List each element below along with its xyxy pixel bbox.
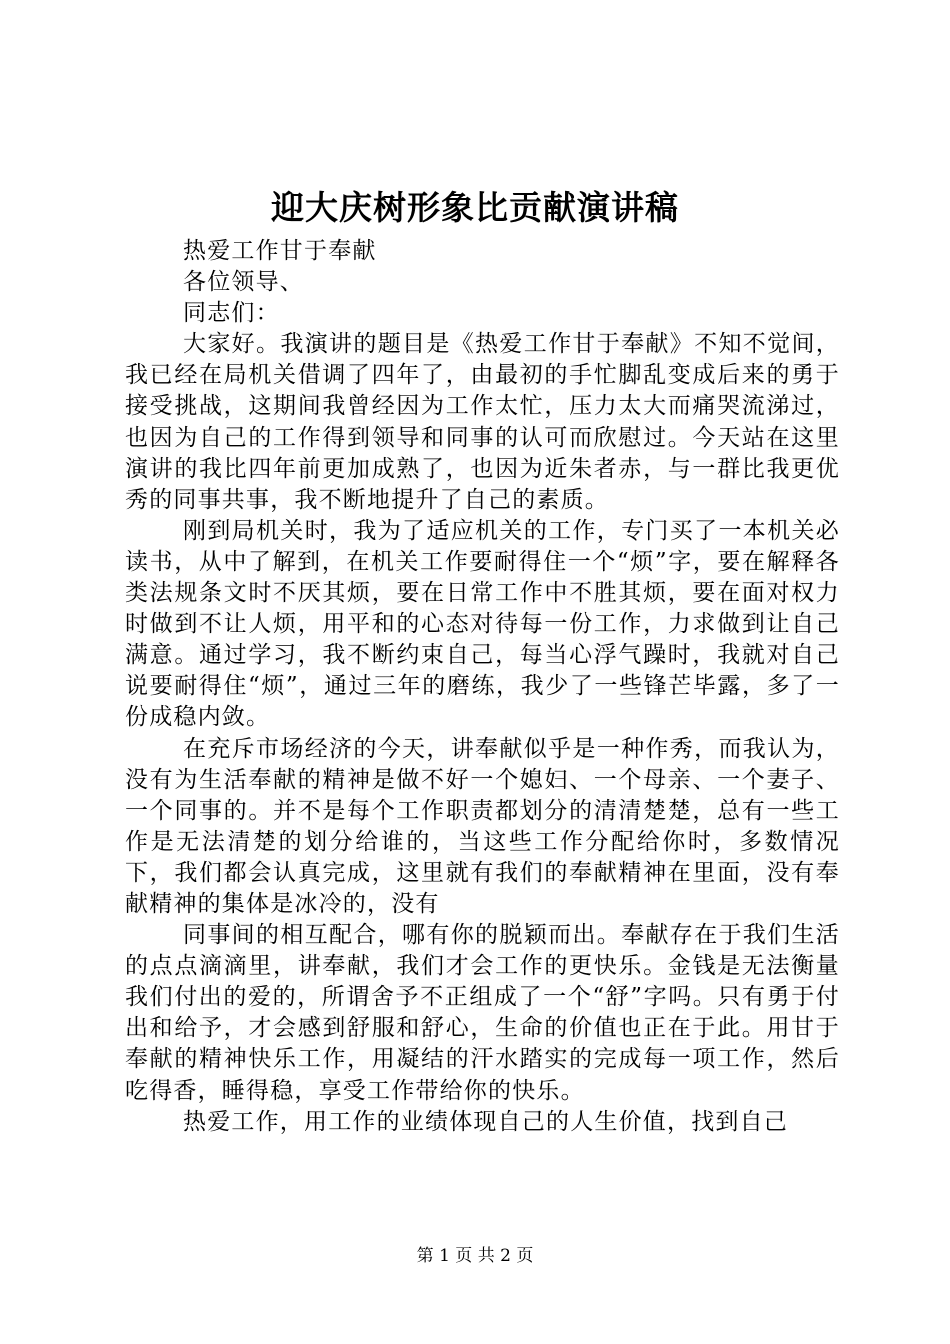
salutation-line: 同志们： bbox=[183, 300, 280, 327]
page-number: 第 1 页 共 2 页 bbox=[416, 1246, 534, 1266]
document-title: 迎大庆树形象比贡献演讲稿 bbox=[271, 188, 679, 227]
body-paragraph: 热爱工作，用工作的业绩体现自己的人生价值，找到自己 bbox=[183, 1108, 788, 1135]
body-paragraph: 大家好。我演讲的题目是《热爱工作甘于奉献》不知不觉间，我已经在局机关借调了四年了，由最初的手忙脚乱变成后来的勇于接受挑战，这期间我曾经因为工作太忙，压力太大而痛哭流涕过，也因为自己的工作得到领导和同事的认可而欣慰过。今天站在这里演讲的我比四年前更加成熟了，也因为近朱者赤，与一群比我更优秀的同事共事，我不断地提升了自己的素质。 bbox=[125, 331, 840, 513]
body-paragraph: 在充斥市场经济的今天，讲奉献似乎是一种作秀，而我认为，没有为生活奉献的精神是做不好一个媳妇、一个母亲、一个妻子、一个同事的。并不是每个工作职责都划分的清清楚楚，总有一些工作是无法清楚的划分给谁的，当这些工作分配给你时，多数情况下，我们都会认真完成，这里就有我们的奉献精神在里面，没有奉献精神的集体是冰冷的，没有 bbox=[125, 735, 840, 917]
body-paragraph: 刚到局机关时，我为了适应机关的工作，专门买了一本机关必读书，从中了解到，在机关工作要耐得住一个“烦”字，要在解释各类法规条文时不厌其烦，要在日常工作中不胜其烦，要在面对权力时做到不让人烦，用平和的心态对待每一份工作，力求做到让自己满意。通过学习，我不断约束自己，每当心浮气躁时，我就对自己说要耐得住“烦”，通过三年的磨练，我少了一些锋芒毕露，多了一份成稳内敛。 bbox=[125, 517, 840, 731]
body-paragraph: 同事间的相互配合，哪有你的脱颖而出。奉献存在于我们生活的点点滴滴里，讲奉献，我们才会工作的更快乐。金钱是无法衡量我们付出的爱的，所谓舍予不正组成了一个“舒”字吗。只有勇于付出和给予，才会感到舒服和舒心，生命的价值也正在于此。用甘于奉献的精神快乐工作，用凝结的汗水踏实的完成每一项工作，然后吃得香，睡得稳，享受工作带给你的快乐。 bbox=[125, 922, 840, 1104]
document-body bbox=[125, 236, 840, 1138]
salutation-line: 各位领导、 bbox=[183, 269, 304, 296]
page-footer bbox=[0, 1244, 950, 1268]
subtitle-line: 热爱工作甘于奉献 bbox=[183, 238, 377, 264]
